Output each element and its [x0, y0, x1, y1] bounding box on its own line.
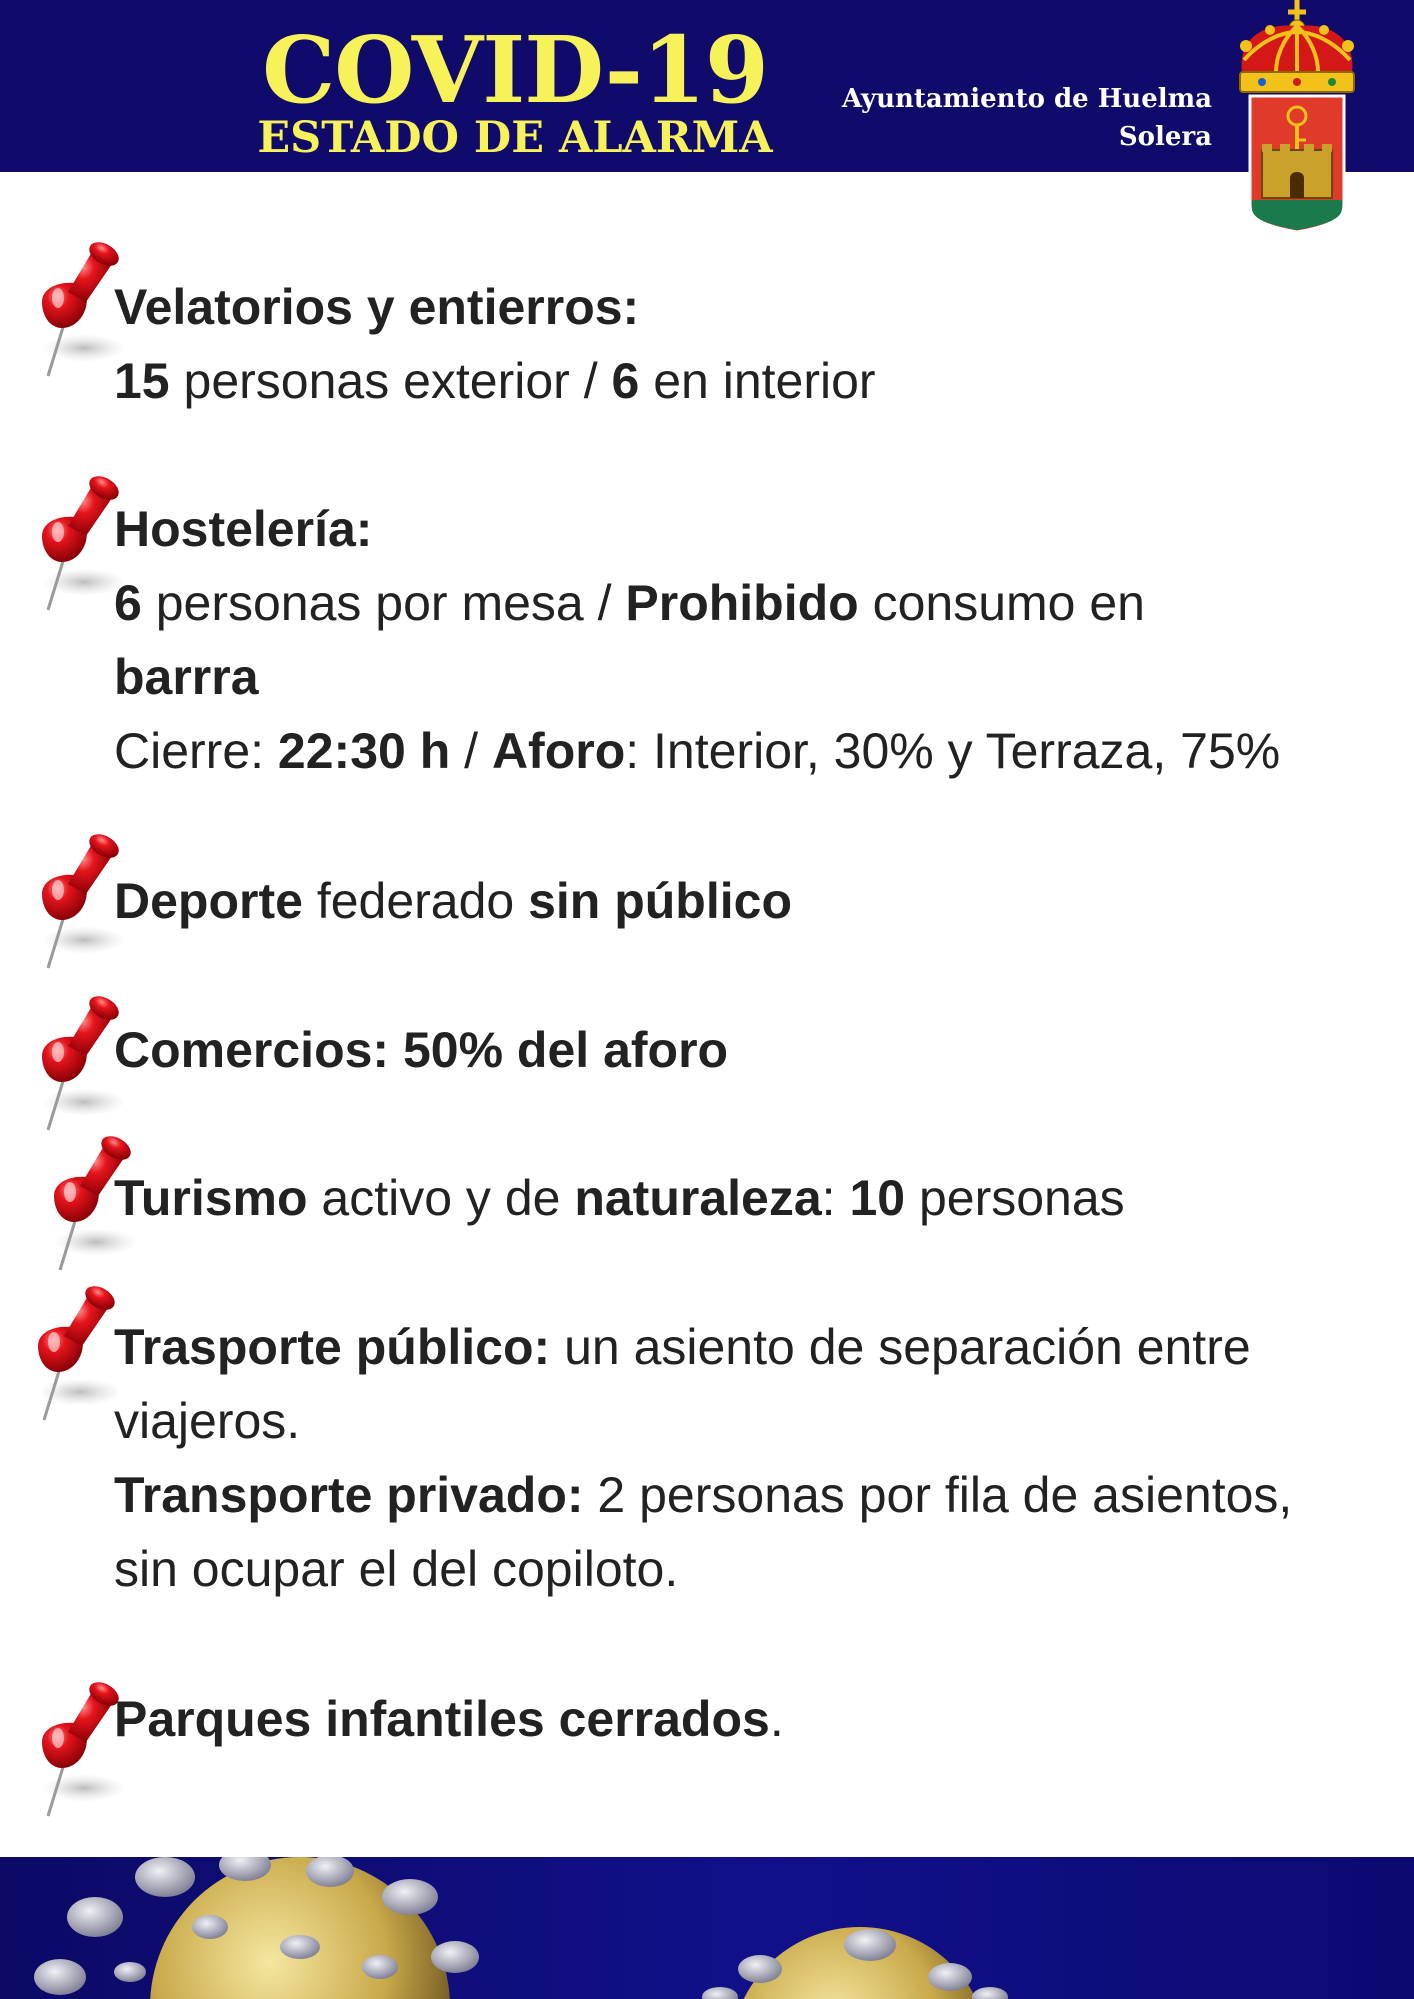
item-comercios	[114, 1013, 1384, 1087]
velatorios-label: Velatorios y entierros:	[114, 279, 640, 335]
hosteleria-label: Hostelería:	[114, 501, 373, 557]
transporte-publico-label: Trasporte público:	[114, 1319, 551, 1375]
footer-banner	[0, 1857, 1414, 1999]
turismo-text: activo y de	[307, 1170, 575, 1226]
parques-label: Parques infantiles cerrados	[114, 1691, 770, 1747]
velatorios-text: en interior	[639, 353, 876, 409]
coronavirus-icon	[0, 1857, 1414, 1999]
deporte-sin-publico: sin público	[528, 873, 792, 929]
org-line-2: Solera	[1118, 122, 1212, 152]
hosteleria-cierre-time: 22:30 h	[277, 723, 451, 779]
turismo-count: 10	[849, 1170, 906, 1226]
velatorios-exterior-count: 15	[114, 353, 170, 409]
turismo-text: :	[821, 1170, 850, 1226]
header-banner	[0, 0, 1414, 172]
page-title: COVID-19	[262, 16, 768, 124]
transporte-text: 2 personas por fila de asientos,	[583, 1467, 1293, 1523]
deporte-label: Deporte	[114, 873, 303, 929]
item-parques	[114, 1682, 1384, 1756]
hosteleria-text: /	[450, 723, 492, 779]
hosteleria-prohibido: Prohibido	[625, 575, 859, 631]
item-hosteleria	[114, 492, 1384, 788]
hosteleria-count: 6	[114, 575, 142, 631]
turismo-naturaleza: naturaleza	[574, 1170, 822, 1226]
hosteleria-text: : Interior, 30% y Terraza, 75%	[625, 723, 1281, 779]
velatorios-interior-count: 6	[611, 353, 640, 409]
velatorios-text: personas exterior /	[169, 353, 612, 409]
transporte-privado-label: Transporte privado:	[114, 1467, 584, 1523]
hosteleria-text: consumo en	[858, 575, 1145, 631]
item-transporte	[114, 1310, 1384, 1606]
transporte-text: un asiento de separación entre	[550, 1319, 1251, 1375]
turismo-label: Turismo	[114, 1170, 308, 1226]
comercios-label: Comercios: 50% del aforo	[114, 1022, 729, 1078]
deporte-text: federado	[302, 873, 529, 929]
page-subtitle: ESTADO DE ALARMA	[257, 113, 773, 163]
hosteleria-aforo: Aforo	[491, 723, 626, 779]
organization-name	[842, 80, 1212, 156]
transporte-text: viajeros.	[114, 1393, 301, 1449]
item-turismo	[114, 1161, 1384, 1235]
item-deporte	[114, 864, 1384, 938]
org-line-1: Ayuntamiento de Huelma	[841, 84, 1212, 114]
hosteleria-text: personas por mesa /	[141, 575, 626, 631]
hosteleria-barra: barrra	[114, 649, 259, 705]
coat-of-arms-icon	[1232, 0, 1362, 236]
transporte-text: sin ocupar el del copiloto.	[114, 1541, 679, 1597]
parques-text: .	[769, 1691, 784, 1747]
item-velatorios	[114, 270, 1384, 418]
hosteleria-text: Cierre:	[114, 723, 278, 779]
turismo-text: personas	[905, 1170, 1125, 1226]
